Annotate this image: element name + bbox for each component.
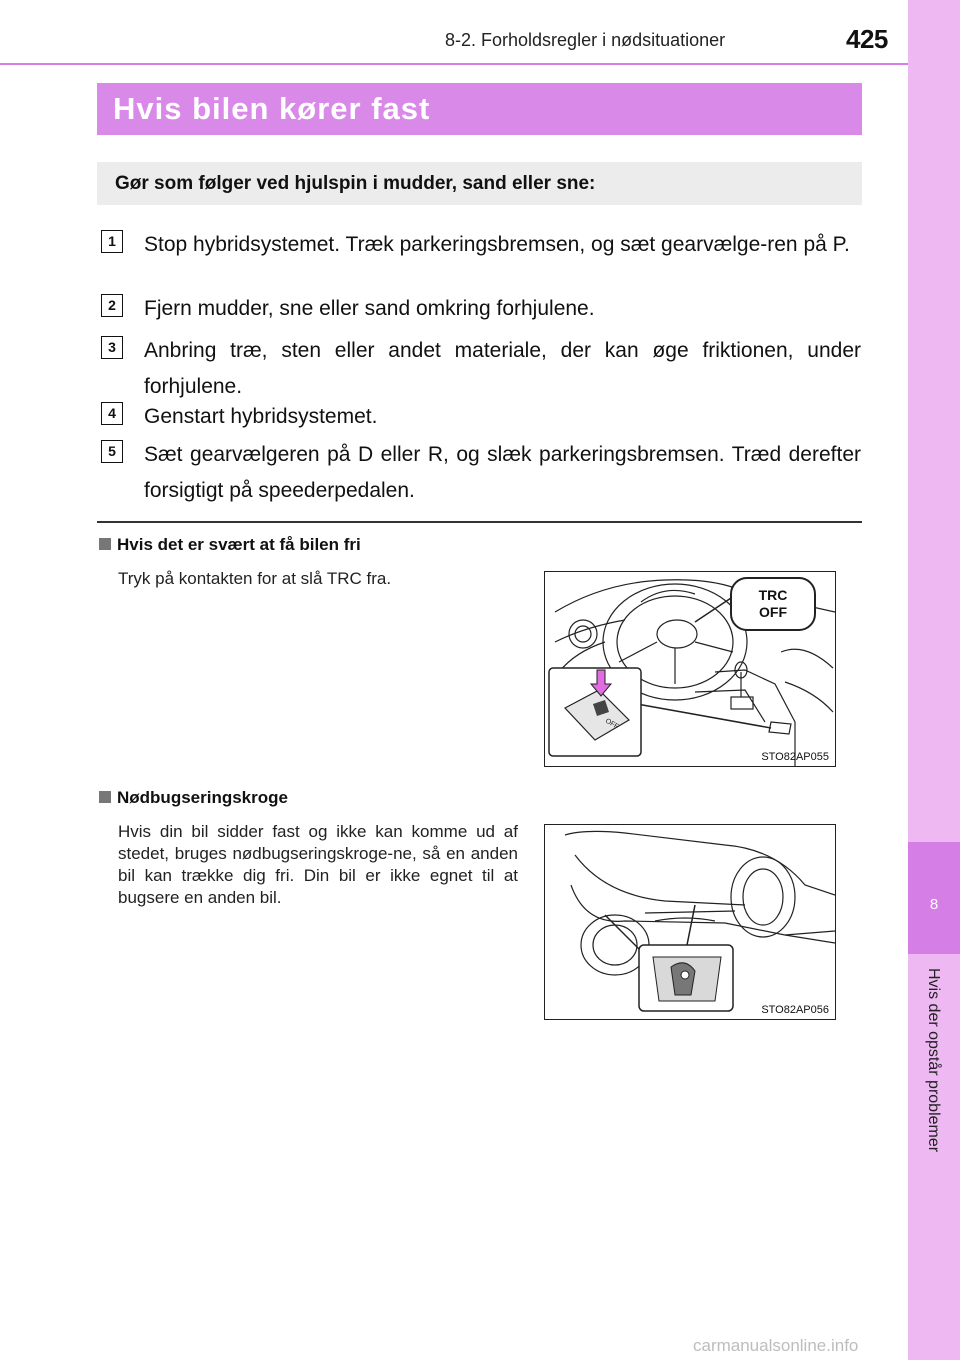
step-text: Genstart hybridsystemet. bbox=[144, 405, 378, 428]
step-number: 3 bbox=[101, 336, 123, 359]
step-item bbox=[101, 399, 861, 435]
section-divider bbox=[97, 521, 862, 523]
intro-box bbox=[97, 162, 862, 205]
subsection-text: Tryk på kontakten for at slå TRC fra. bbox=[118, 569, 392, 588]
step-item bbox=[101, 437, 861, 509]
step-number: 1 bbox=[101, 230, 123, 253]
intro-text: Gør som følger ved hjulspin i mudder, sand eller sne: bbox=[115, 172, 596, 194]
step-item bbox=[101, 333, 861, 405]
subsection-heading-text: Hvis det er svært at få bilen fri bbox=[117, 535, 361, 554]
chapter-title: Hvis der opstår problemer bbox=[925, 968, 942, 1153]
watermark: carmanualsonline.info bbox=[693, 1336, 859, 1355]
step-item bbox=[101, 291, 861, 327]
subsection-heading bbox=[99, 788, 288, 808]
figure-code: STO82AP055 bbox=[761, 751, 829, 763]
step-number: 5 bbox=[101, 440, 123, 463]
chapter-side-tab bbox=[908, 0, 960, 1360]
step-text: Anbring træ, sten eller andet materiale, der kan øge friktionen, under forhjulene. bbox=[144, 339, 861, 398]
bullet-square-icon bbox=[99, 538, 111, 550]
callout-trc-label: TRC bbox=[758, 587, 788, 603]
page-title-bar bbox=[97, 83, 862, 135]
header-rule bbox=[0, 63, 908, 65]
step-item bbox=[101, 227, 861, 263]
page-title: Hvis bilen kører fast bbox=[113, 91, 431, 126]
subsection-heading bbox=[99, 535, 361, 555]
step-text: Fjern mudder, sne eller sand omkring forhjulene. bbox=[144, 297, 595, 320]
step-text: Stop hybridsystemet. Træk parkeringsbremsen, og sæt gearvælge-ren på P. bbox=[144, 233, 850, 256]
car-underside-illustration bbox=[545, 825, 835, 1019]
subsection-heading-text: Nødbugseringskroge bbox=[117, 788, 288, 807]
dashboard-illustration bbox=[545, 572, 835, 766]
figure-code: STO82AP056 bbox=[761, 1004, 829, 1016]
towing-hook-figure bbox=[544, 824, 836, 1020]
step-number: 2 bbox=[101, 294, 123, 317]
svg-text:OFF: OFF bbox=[604, 717, 620, 731]
subsection-text: Hvis din bil sidder fast og ikke kan komme ud af stedet, bruges nødbugseringskroge-ne, så en anden bil kan trække dig fri. Din bil er ikke egnet til at bugsere en anden bil. bbox=[118, 822, 518, 907]
step-text: Sæt gearvælgeren på D eller R, og slæk parkeringsbremsen. Træd derefter forsigtigt på speederpedalen. bbox=[144, 443, 861, 502]
page-number: 425 bbox=[846, 24, 888, 54]
trc-switch-figure bbox=[544, 571, 836, 767]
chapter-number: 8 bbox=[929, 896, 939, 913]
section-header: 8-2. Forholdsregler i nødsituationer bbox=[445, 30, 726, 50]
callout-off-label: OFF bbox=[759, 604, 787, 620]
bullet-square-icon bbox=[99, 791, 111, 803]
step-number: 4 bbox=[101, 402, 123, 425]
